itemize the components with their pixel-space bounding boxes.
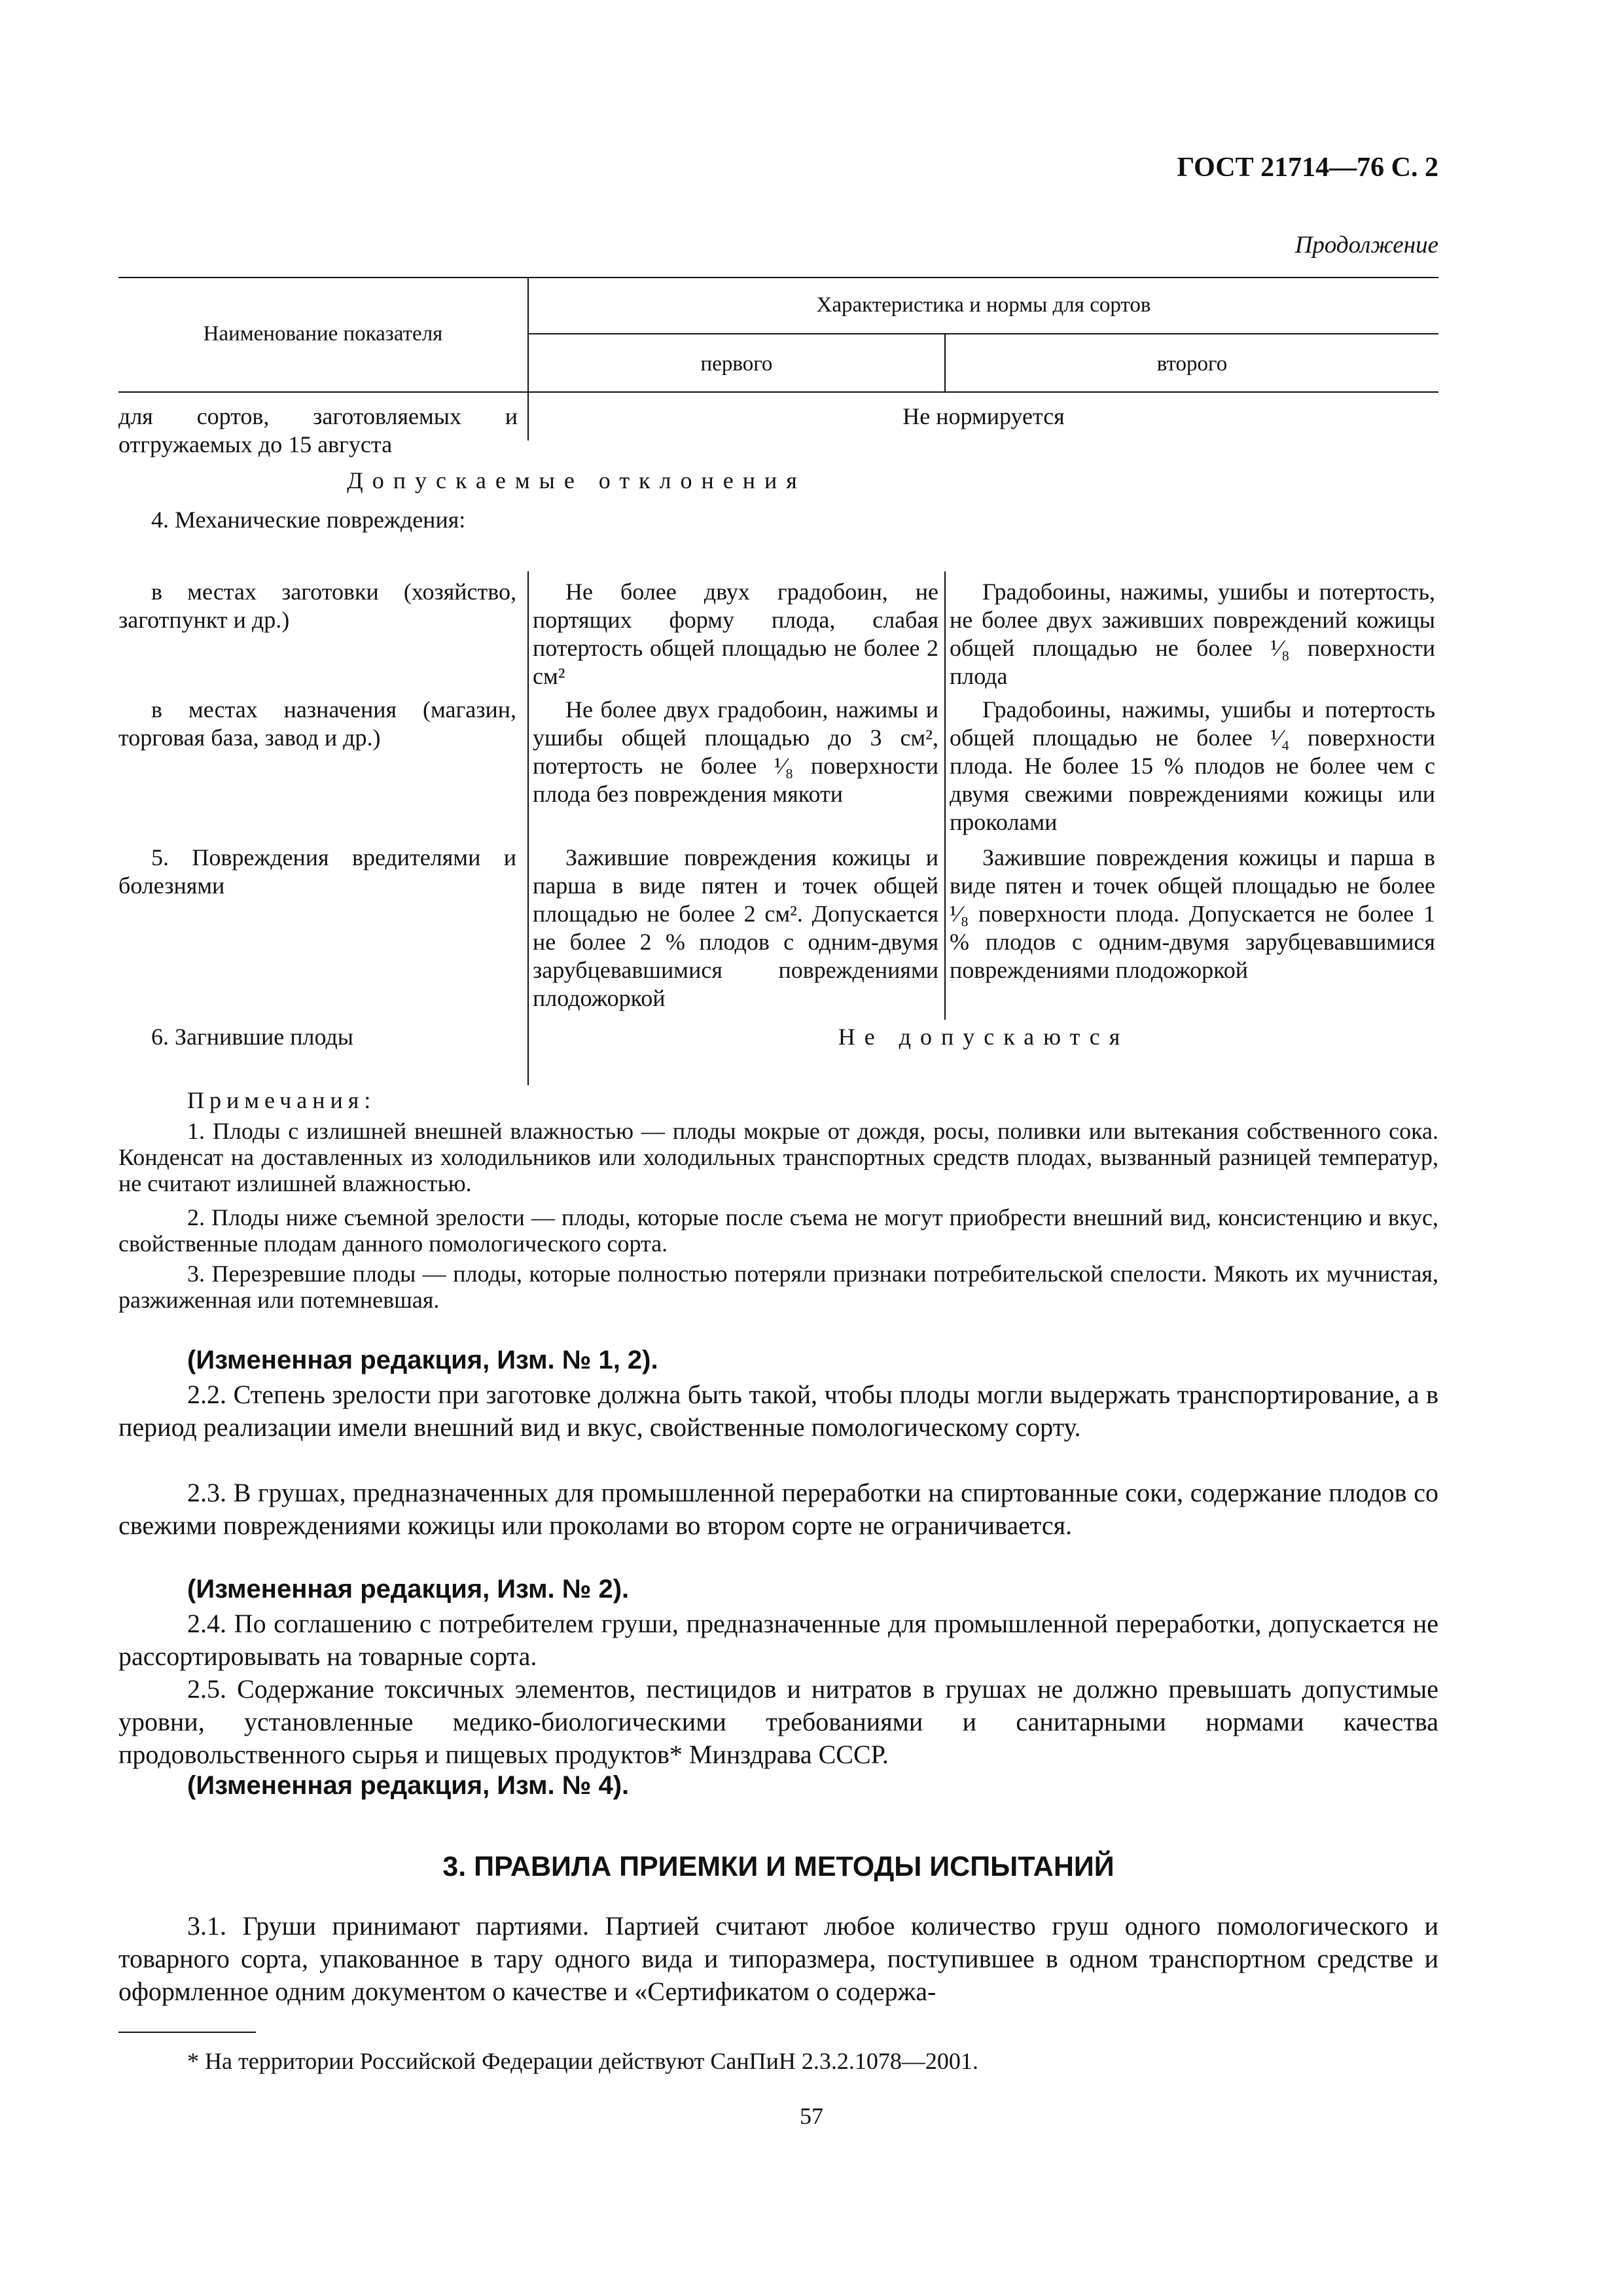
note-2: 2. Плоды ниже съемной зрелости — плоды, которые после съема не могут приобрести внешний вид, консистенцию и вкус, свойственные плодам данного помологического сорта. [118,1204,1438,1257]
table-group-rule [527,333,1438,334]
row-6-value: Не допускаются [838,1024,1130,1050]
table-header-rule [118,391,1438,393]
paragraph-2-3: 2.3. В грушах, предназначенных для промышленной переработки на спиртованные соки, содержание плодов со свежими повреждениями кожицы или проколами во втором сорте не ограничивается. [118,1478,1438,1540]
paragraph-2-2: 2.2. Степень зрелости при заготовке должна быть такой, чтобы плоды могли выдержать транспортирование, а в период реализации имели внешний вид и вкус, свойственные помологическому сорту. [118,1380,1438,1442]
column-header-group: Характеристика и нормы для сортов [816,293,1151,317]
amendment-note-4: (Измененная редакция, Изм. № 4). [187,1771,630,1800]
page-number: 57 [800,2103,823,2129]
row-5-second: Зажившие повреждения кожицы и парша в виде пятен и точек общей площадью не более ¹⁄₈ поверхности плода. Допускается не более 1 % плодов с одним-двумя зарубцевавшимися повреждениями плодожоркой [950,844,1435,983]
row-4b-second: Градобоины, нажимы, ушибы и потертость общей площадью не более ¹⁄₄ поверхности плода. Не более 15 % плодов не более чем с двумя свежими повреждениями кожицы или проколами [950,696,1435,835]
body-divider-main-1 [527,571,529,1085]
deviations-heading: Допускаемые отклонения [347,467,806,493]
body-divider-main-2 [944,571,946,1020]
footnote: * На территории Российской Федерации действуют СанПиН 2.3.2.1078—2001. [187,2048,978,2074]
row-august-value: Не нормируется [902,403,1065,429]
document-code: ГОСТ 21714—76 С. 2 [1177,152,1438,183]
paragraph-3-1: 3.1. Груши принимают партиями. Партией считают любое количество груш одного помологического и товарного сорта, упакованное в тару одного вида и типоразмера, поступившее в одном транспортном средстве и оформленное одним документом о качестве и «Сертификатом о содержа- [118,1911,1438,2006]
column-header-second: второго [1156,352,1228,376]
row-4a-first: Не более двух градобоин, не портящих форму плода, слабая потертость общей площадью не более 2 см² [533,579,938,689]
requirements-table [118,277,1438,1066]
row-5-first: Зажившие повреждения кожицы и парша в виде пятен и точек общей площадью не более 2 см². Допускается не более 2 % плодов с одним-двумя зарубцевавшимися повреждениями плодожоркой [533,844,938,1011]
note-1: 1. Плоды с излишней внешней влажностью — плоды мокрые от дождя, росы, поливки или вытекания собственного сока. Конденсат на доставленных из холодильников или холодильных транспортных средств плодах, вызванный разницей температур, не считают излишней влажностью. [118,1118,1438,1196]
column-header-name: Наименование показателя [203,322,443,346]
row-4b-first: Не более двух градобоин, нажимы и ушибы общей площадью до 3 см², потертость не более ¹⁄₈ поверхности плода без повреждения мякоти [533,696,938,807]
row-4a-name: в местах заготовки (хозяйство, заготпункт и др.) [118,579,516,633]
continuation-label: Продолжение [1294,232,1438,259]
amendment-note-2: (Измененная редакция, Изм. № 2). [187,1575,630,1604]
row-4a-second: Градобоины, нажимы, ушибы и потертость, не более двух заживших повреждений кожицы общей площадью не более ¹⁄₈ поверхности плода [950,579,1435,689]
note-3: 3. Перезревшие плоды — плоды, которые полностью потеряли признаки потребительской спелости. Мякоть их мучнистая, разжиженная или потемневшая. [118,1261,1438,1313]
amendment-note-1: (Измененная редакция, Изм. № 1, 2). [187,1346,658,1374]
paragraph-2-5: 2.5. Содержание токсичных элементов, пестицидов и нитратов в грушах не должно превышать допустимые уровни, установленные медико-биологическими требованиями и санитарными нормами качества продовольственного сырья и пищевых продуктов* Минздрава СССР. [118,1674,1438,1769]
row-august-name: для сортов, заготовляемых и отгружаемых до 15 августа [118,403,518,457]
row-4b-name: в местах назначения (магазин, торговая база, завод и др.) [118,696,516,751]
row-5-name: 5. Повреждения вредителями и болезнями [118,844,516,899]
section-3-title: 3. ПРАВИЛА ПРИЕМКИ И МЕТОДЫ ИСПЫТАНИЙ [442,1851,1115,1882]
column-header-first: первого [700,352,773,376]
row-4-name: 4. Механические повреждения: [151,507,466,533]
row-6-name: 6. Загнившие плоды [151,1024,353,1050]
notes-title: Примечания: [187,1087,376,1113]
paragraph-2-4: 2.4. По соглашению с потребителем груши, предназначенные для промышленной переработки, допускается не рассортировывать на товарные сорта. [118,1609,1438,1671]
table-top-rule [118,277,1438,278]
footnote-rule [118,2032,256,2033]
